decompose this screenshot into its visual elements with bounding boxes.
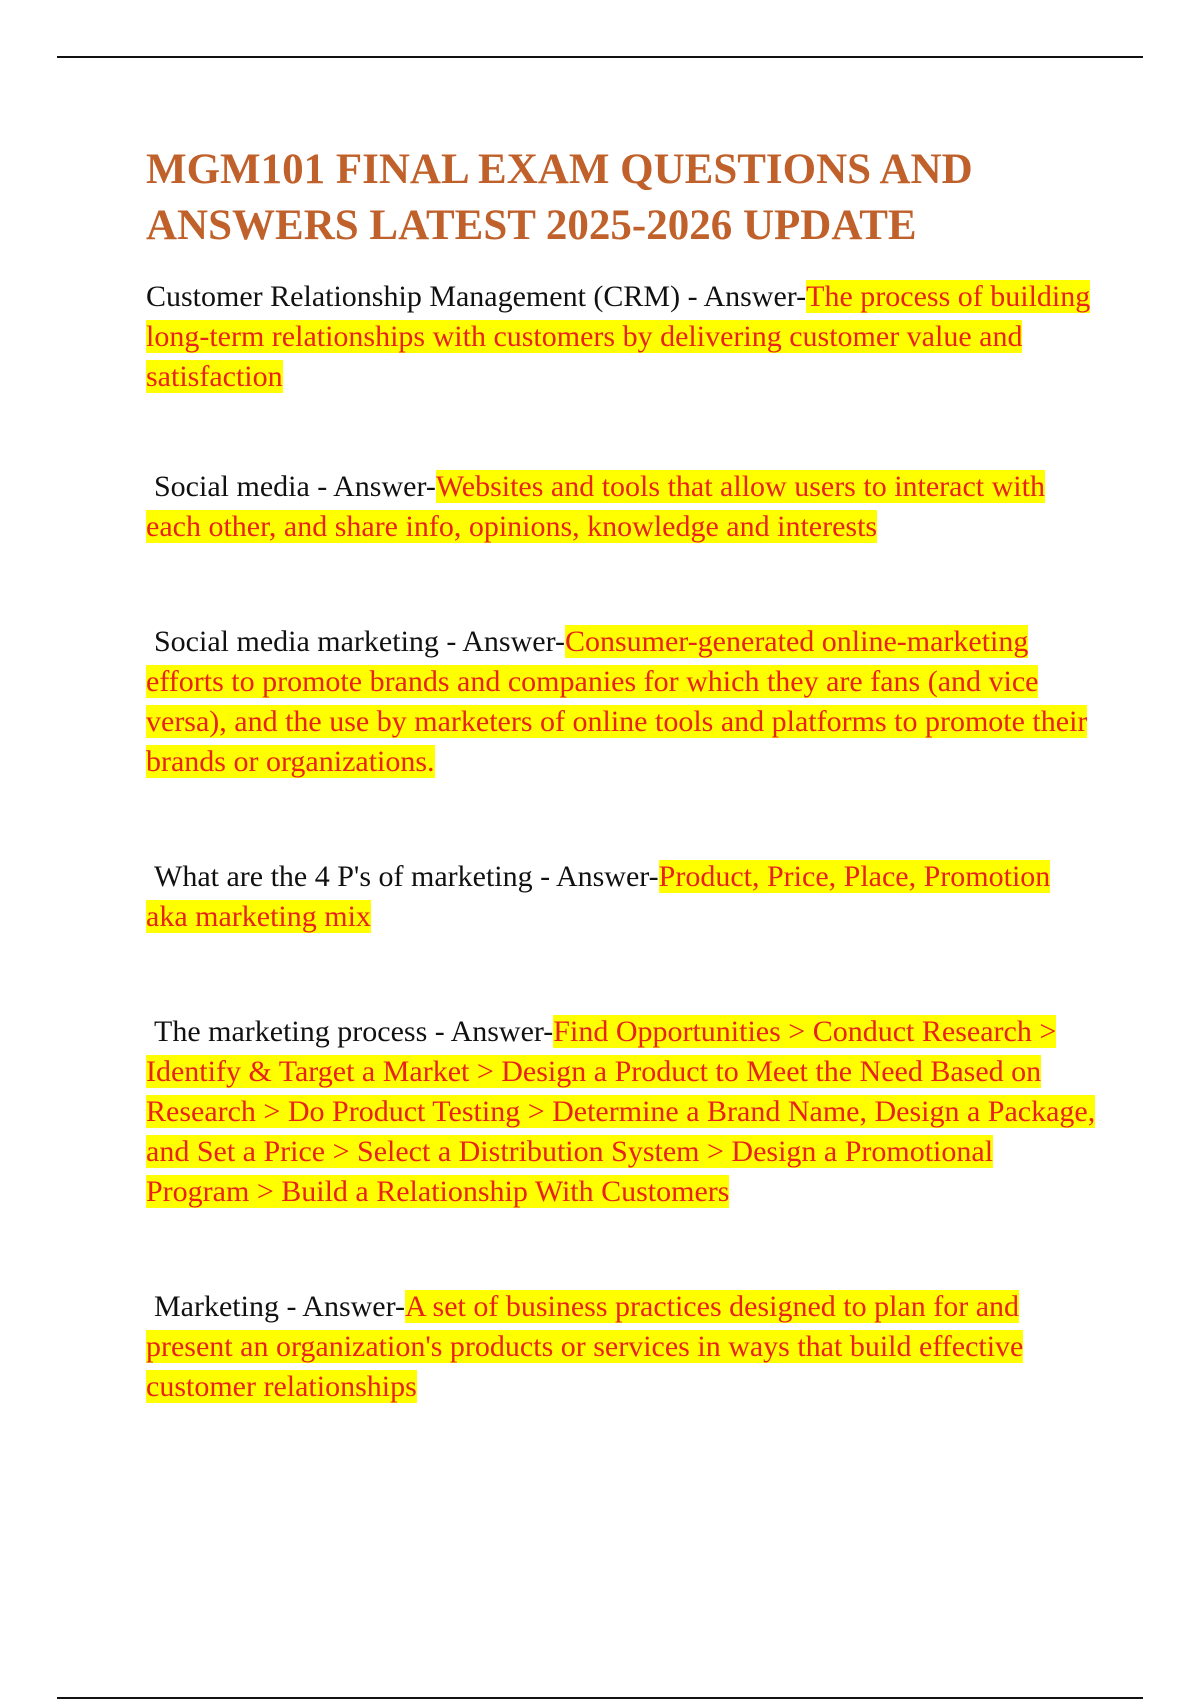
qa-separator: - Answer- (438, 625, 565, 658)
qa-term: The marketing process (154, 1015, 428, 1048)
qa-separator: - Answer- (278, 1290, 406, 1323)
qa-answer: Websites and tools that allow users to interact with each other, and share info, opinions, knowledge and interests (146, 470, 1045, 543)
qa-answer: Find Opportunities > Conduct Research > Identify & Target a Market > Design a Product to Meet the Need Based on Research > Do Product Testing > Determine a Brand Name, Design a Package, and Set a Price > Select a Distribution System > Design a Promotional Program > Build a Relationship With Customers (146, 1015, 1096, 1208)
qa-separator: - Answer- (427, 1015, 554, 1048)
document-title: MGM101 FINAL EXAM QUESTIONS AND ANSWERS LATEST 2025-2026 UPDATE (146, 146, 973, 249)
qa-separator: - Answer- (532, 860, 659, 893)
qa-item-social-media (146, 467, 1096, 547)
qa-separator: - Answer- (309, 470, 436, 503)
qa-term: What are the 4 P's of marketing (154, 860, 533, 893)
top-rule (57, 56, 1143, 58)
qa-term: Marketing (154, 1290, 279, 1323)
bottom-rule (57, 1697, 1143, 1699)
qa-term: Social media marketing (154, 625, 439, 658)
document-body (146, 142, 1096, 1407)
qa-separator: - Answer- (680, 280, 807, 313)
qa-item-social-media-marketing (146, 622, 1096, 782)
qa-answer: The process of building long-term relationships with customers by delivering customer value and satisfaction (146, 280, 1091, 393)
qa-answer: Product, Price, Place, Promotion aka marketing mix (146, 860, 1051, 933)
qa-answer: Consumer-generated online-marketing efforts to promote brands and companies for which they are fans (and vice versa), and the use by marketers of online tools and platforms to promote their brands or organizations. (146, 625, 1088, 778)
qa-answer: A set of business practices designed to plan for and present an organization's products or services in ways that build effective customer relationships (146, 1290, 1024, 1403)
qa-term: Customer Relationship Management (CRM) (146, 280, 681, 313)
qa-term: Social media (154, 470, 310, 503)
qa-item-crm (146, 277, 1096, 397)
qa-item-four-ps (146, 857, 1096, 937)
qa-item-marketing-process (146, 1012, 1096, 1212)
qa-item-marketing (146, 1287, 1096, 1407)
